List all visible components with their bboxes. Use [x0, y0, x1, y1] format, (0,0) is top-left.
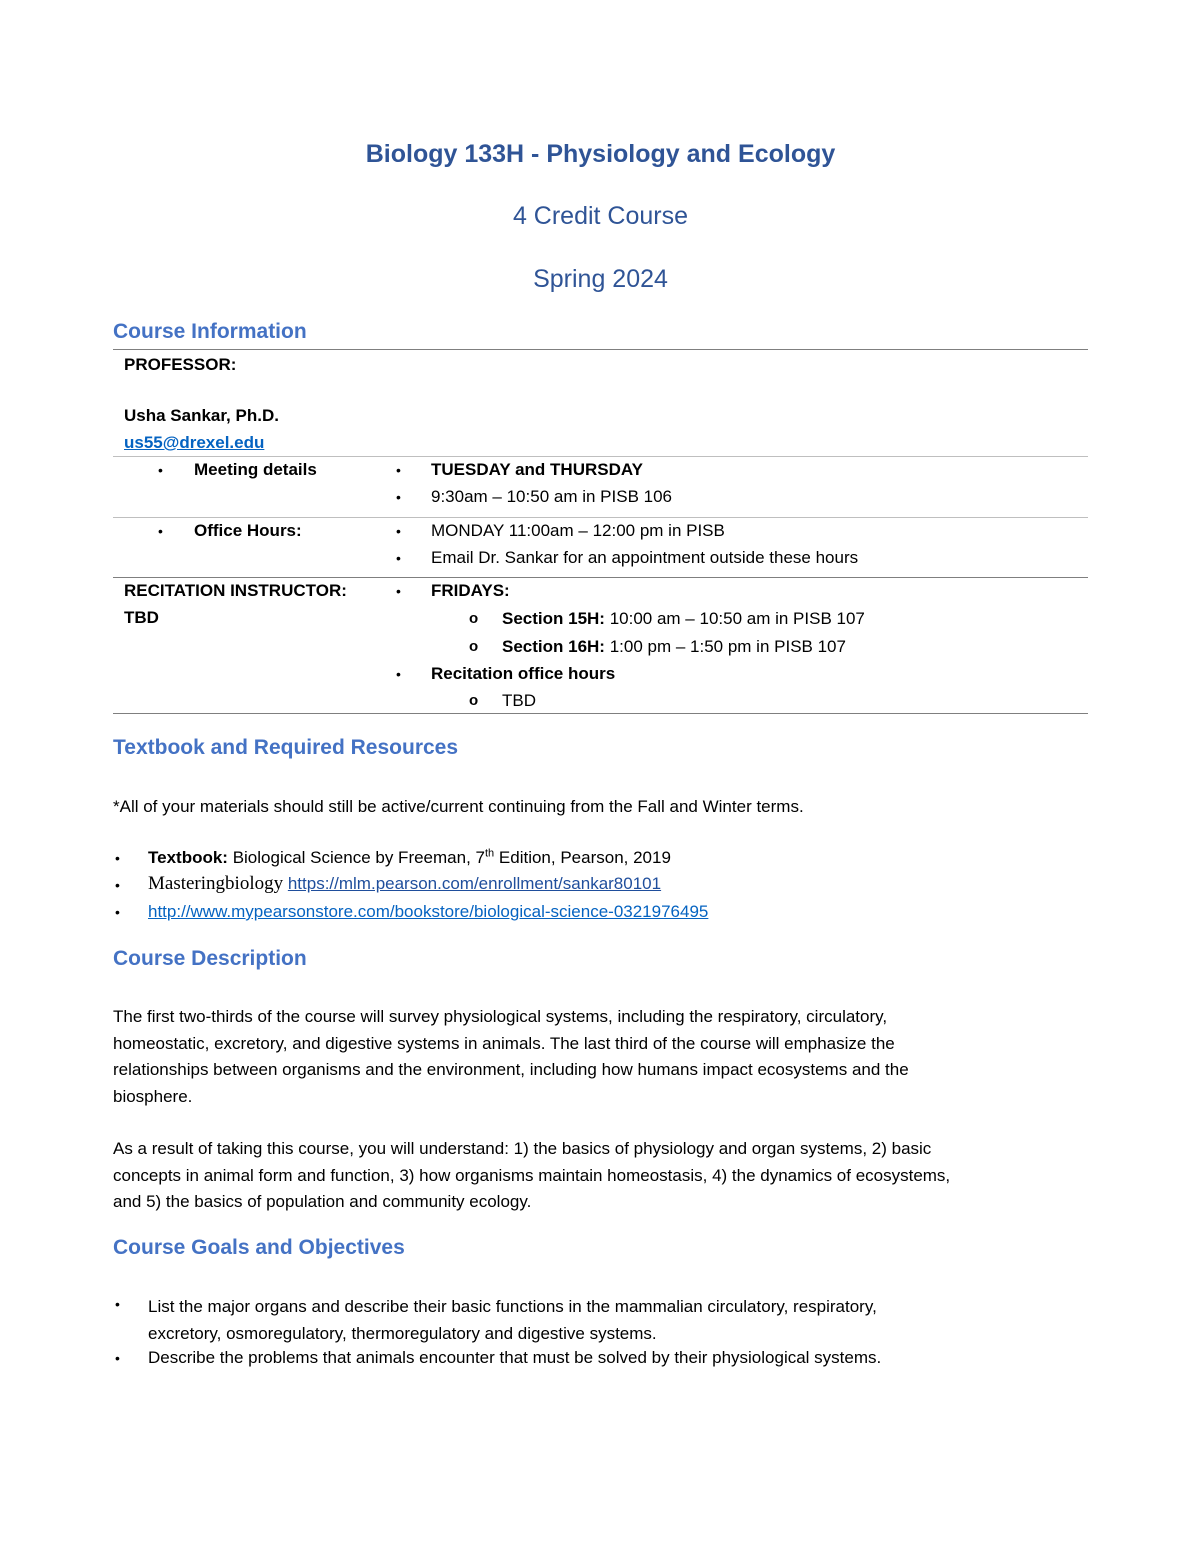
bullet-icon: •	[396, 583, 401, 599]
fridays-label: FRIDAYS:	[431, 581, 510, 600]
office-hours-time: MONDAY 11:00am – 12:00 pm in PISB	[431, 521, 725, 540]
mastering-item: Masteringbiology https://mlm.pearson.com/enrollment/sankar80101	[148, 873, 662, 894]
bullet-icon: •	[396, 489, 401, 505]
sub-bullet-icon: o	[469, 692, 479, 709]
description-paragraph-1	[113, 1004, 1088, 1110]
row-divider	[113, 577, 1088, 578]
bullet-icon: •	[396, 523, 401, 539]
professor-email-link[interactable]: us55@drexel.edu	[124, 433, 265, 452]
course-information-heading: Course Information	[113, 320, 307, 343]
meeting-days: TUESDAY and THURSDAY	[431, 460, 643, 479]
bullet-icon: •	[396, 666, 401, 682]
paragraph-line: homeostatic, excretory, and digestive systems in animals. The last third of the course will emphasize the	[113, 1033, 895, 1053]
bullet-icon: •	[396, 462, 401, 478]
goal-item-2: Describe the problems that animals encounter that must be solved by their physiological systems.	[148, 1348, 882, 1367]
goal-line: excretory, osmoregulatory, thermoregulatory and digestive systems.	[148, 1324, 657, 1343]
course-credits: 4 Credit Course	[512, 202, 689, 230]
course-goals-heading: Course Goals and Objectives	[113, 1236, 405, 1259]
mastering-link[interactable]: https://mlm.pearson.com/enrollment/sankar80101	[287, 874, 662, 893]
meeting-label: Meeting details	[194, 460, 317, 479]
section-15h: Section 15H: 10:00 am – 10:50 am in PISB 107	[502, 609, 865, 628]
recitation-name: TBD	[124, 608, 159, 627]
textbook-item: Textbook: Biological Science by Freeman, 7th Edition, Pearson, 2019	[148, 847, 671, 867]
bullet-icon: •	[115, 877, 120, 893]
professor-label: PROFESSOR:	[124, 355, 237, 374]
bullet-icon: •	[396, 550, 401, 566]
materials-note: *All of your materials should still be active/current continuing from the Fall and Winter terms.	[113, 797, 804, 816]
bullet-icon: •	[115, 904, 120, 920]
textbook-heading: Textbook and Required Resources	[113, 736, 459, 759]
description-paragraph-2	[113, 1136, 1088, 1216]
paragraph-line: and 5) the basics of population and community ecology.	[113, 1192, 532, 1211]
row-divider	[113, 456, 1088, 457]
course-title: Biology 133H - Physiology and Ecology	[365, 140, 836, 168]
office-hours-label: Office Hours:	[194, 521, 302, 540]
goal-item-1	[148, 1293, 877, 1347]
paragraph-line: The first two-thirds of the course will survey physiological systems, including the respiratory, circulatory,	[113, 1007, 888, 1026]
bullet-icon: •	[115, 1350, 120, 1366]
paragraph-line: concepts in animal form and function, 3) how organisms maintain homeostasis, 4) the dynamics of ecosystems,	[113, 1165, 951, 1185]
paragraph-line: relationships between organisms and the environment, including how humans impact ecosystems and the	[113, 1060, 909, 1079]
meeting-time: 9:30am – 10:50 am in PISB 106	[431, 487, 672, 506]
row-divider	[113, 517, 1088, 518]
office-hours-note: Email Dr. Sankar for an appointment outside these hours	[431, 548, 859, 567]
bullet-icon: •	[115, 1296, 120, 1312]
course-term: Spring 2024	[533, 265, 668, 293]
course-description-heading: Course Description	[113, 947, 307, 970]
pearson-store-link[interactable]: http://www.mypearsonstore.com/bookstore/biological-science-0321976495	[148, 902, 709, 921]
section-16h: Section 16H: 1:00 pm – 1:50 pm in PISB 107	[502, 637, 846, 656]
goal-line: List the major organs and describe their basic functions in the mammalian circulatory, respiratory,	[148, 1297, 877, 1316]
bullet-icon: •	[115, 850, 120, 866]
professor-name: Usha Sankar, Ph.D.	[124, 406, 279, 425]
paragraph-line: As a result of taking this course, you will understand: 1) the basics of physiology and organ systems, 2) basic	[113, 1139, 932, 1158]
bullet-icon: •	[158, 462, 163, 478]
recitation-hours-value: TBD	[502, 691, 536, 710]
bullet-icon: •	[158, 523, 163, 539]
recitation-hours-label: Recitation office hours	[431, 664, 616, 683]
sub-bullet-icon: o	[469, 638, 479, 655]
table-bottom-rule	[113, 713, 1088, 714]
sub-bullet-icon: o	[469, 610, 479, 627]
section-rule	[113, 349, 1088, 350]
recitation-label: RECITATION INSTRUCTOR:	[124, 581, 347, 600]
paragraph-line: biosphere.	[113, 1086, 193, 1106]
